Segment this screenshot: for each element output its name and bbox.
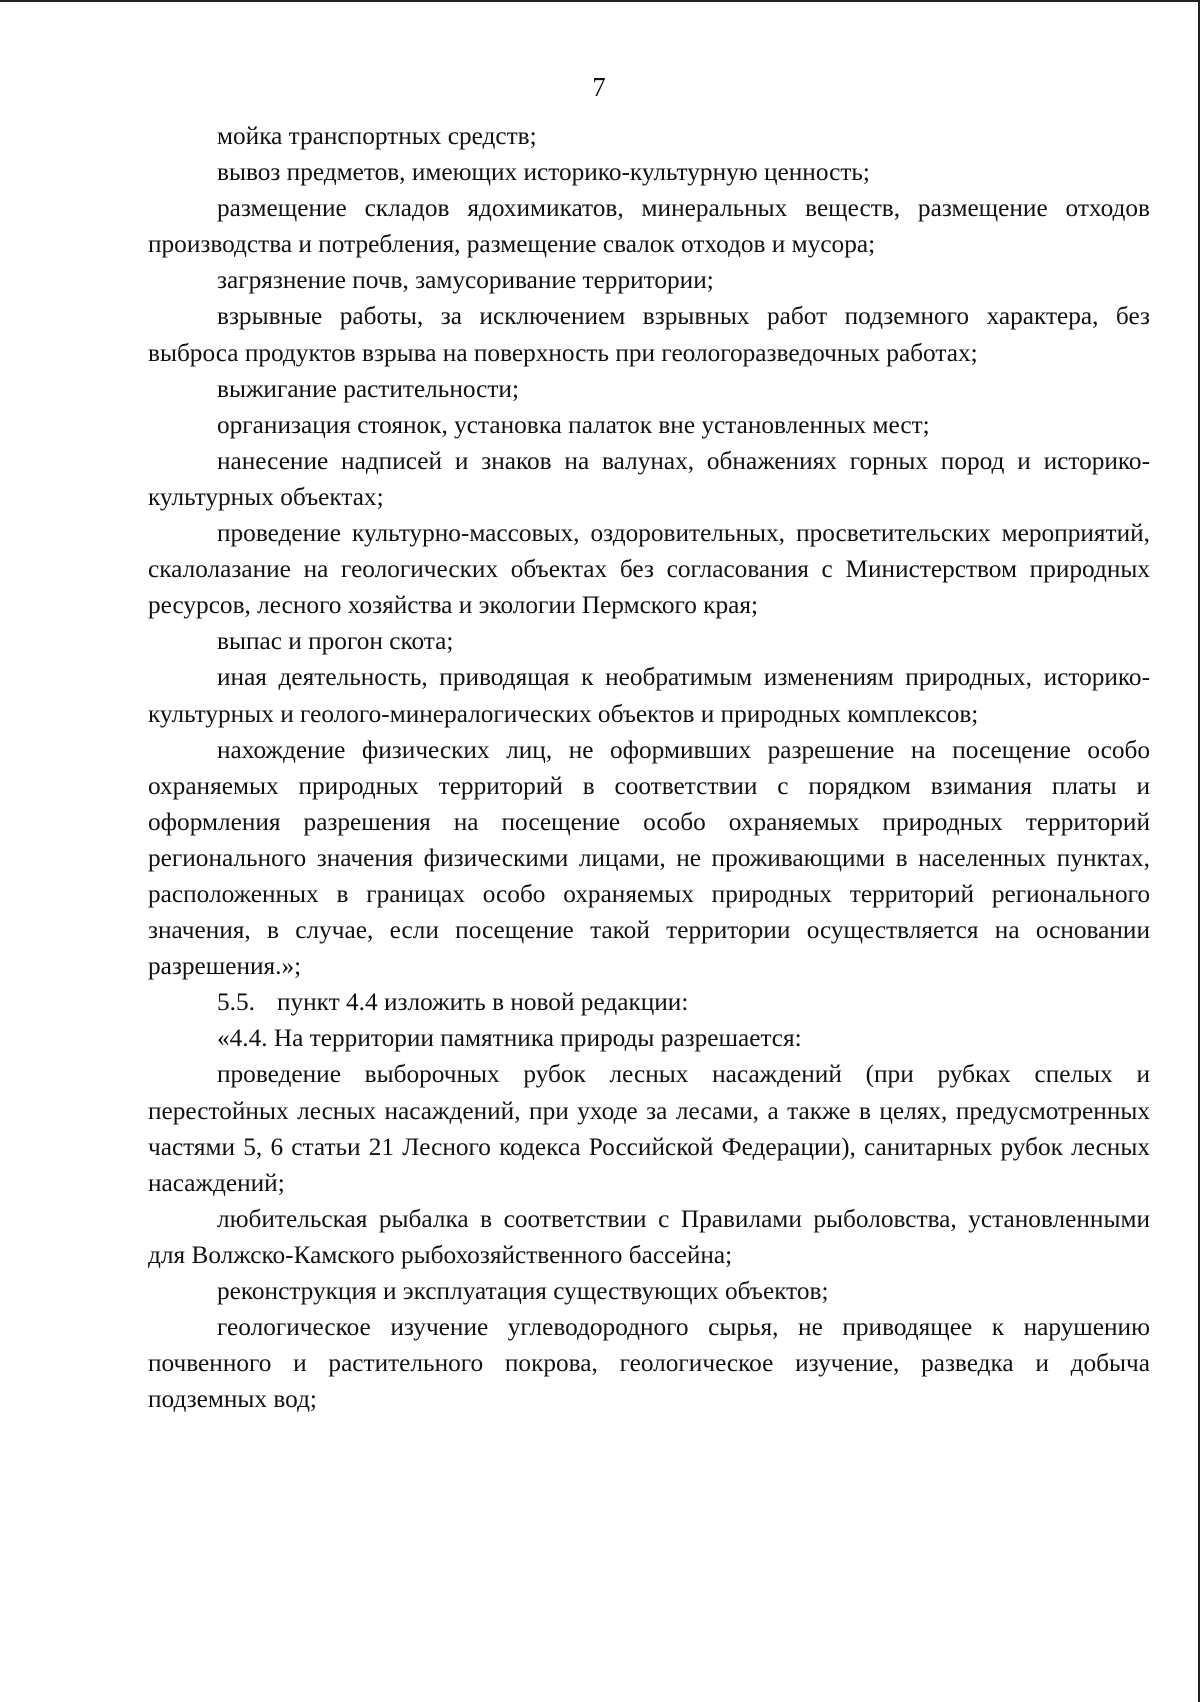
paragraph: взрывные работы, за исключением взрывных работ подземного характера, без выброса продуктов взрыва на поверхность при геологоразведочных работах; — [148, 302, 1150, 367]
paragraph: геологическое изучение углеводородного сырья, не приводящее к нарушению почвенного и растительного покрова, геологическое изучение, разведка и добыча подземных вод; — [148, 1313, 1150, 1414]
paragraph: загрязнение почв, замусоривание территории; — [217, 266, 714, 295]
paragraph: проведение культурно-массовых, оздоровительных, просветительских мероприятий, скалолазание на геологических объектах без согласования с Министерством природных ресурсов, лесного хозяйства и экологии Пермского края; — [148, 519, 1150, 620]
paragraph: выжигание растительности; — [217, 374, 519, 403]
paragraph: нанесение надписей и знаков на валунах, обнажениях горных пород и историко-культурных объектах; — [148, 446, 1150, 511]
clause-number: 5.5. — [217, 988, 255, 1017]
paragraph: любительская рыбалка в соответствии с Правилами рыболовства, установленными для Волжско-Камского рыбохозяйственного бассейна; — [148, 1204, 1150, 1269]
paragraph: выпас и прогон скота; — [217, 627, 454, 656]
paragraph: мойка транспортных средств; — [217, 122, 537, 150]
paragraph: иная деятельность, приводящая к необратимым изменениям природных, историко-культурных и геолого-минералогических объектов и природных комплексов; — [148, 663, 1150, 728]
paragraph: реконструкция и эксплуатация существующих объектов; — [217, 1277, 829, 1305]
clause-paragraph — [148, 984, 1150, 1020]
document-body — [148, 118, 1150, 1417]
paragraph: «4.4. На территории памятника природы разрешается: — [217, 1024, 802, 1053]
paragraph: размещение складов ядохимикатов, минеральных веществ, размещение отходов производства и потребления, размещение свалок отходов и мусора; — [148, 194, 1150, 259]
paragraph: организация стоянок, установка палаток вне установленных мест; — [217, 410, 930, 439]
paragraph: проведение выборочных рубок лесных насаждений (при рубках спелых и перестойных лесных насаждений, при уходе за лесами, а также в целях, предусмотренных частями 5, 6 статьи 21 Лесного кодекса Российской Федерации), санитарных рубок лесных насаждений; — [148, 1060, 1150, 1197]
paragraph: вывоз предметов, имеющих историко-культурную ценность; — [217, 158, 870, 187]
clause-text: пункт 4.4 изложить в новой редакции: — [276, 988, 689, 1017]
page-number: 7 — [592, 72, 606, 102]
paragraph: нахождение физических лиц, не оформивших разрешение на посещение особо охраняемых природных территорий в соответствии с порядком взимания платы и оформления разрешения на посещение особо охраняемых природных территорий регионального значения физическими лицами, не проживающими в населенных пунктах, расположенных в границах особо охраняемых природных территорий регионального значения, в случае, если посещение такой территории осуществляется на основании разрешения.»; — [148, 735, 1150, 981]
